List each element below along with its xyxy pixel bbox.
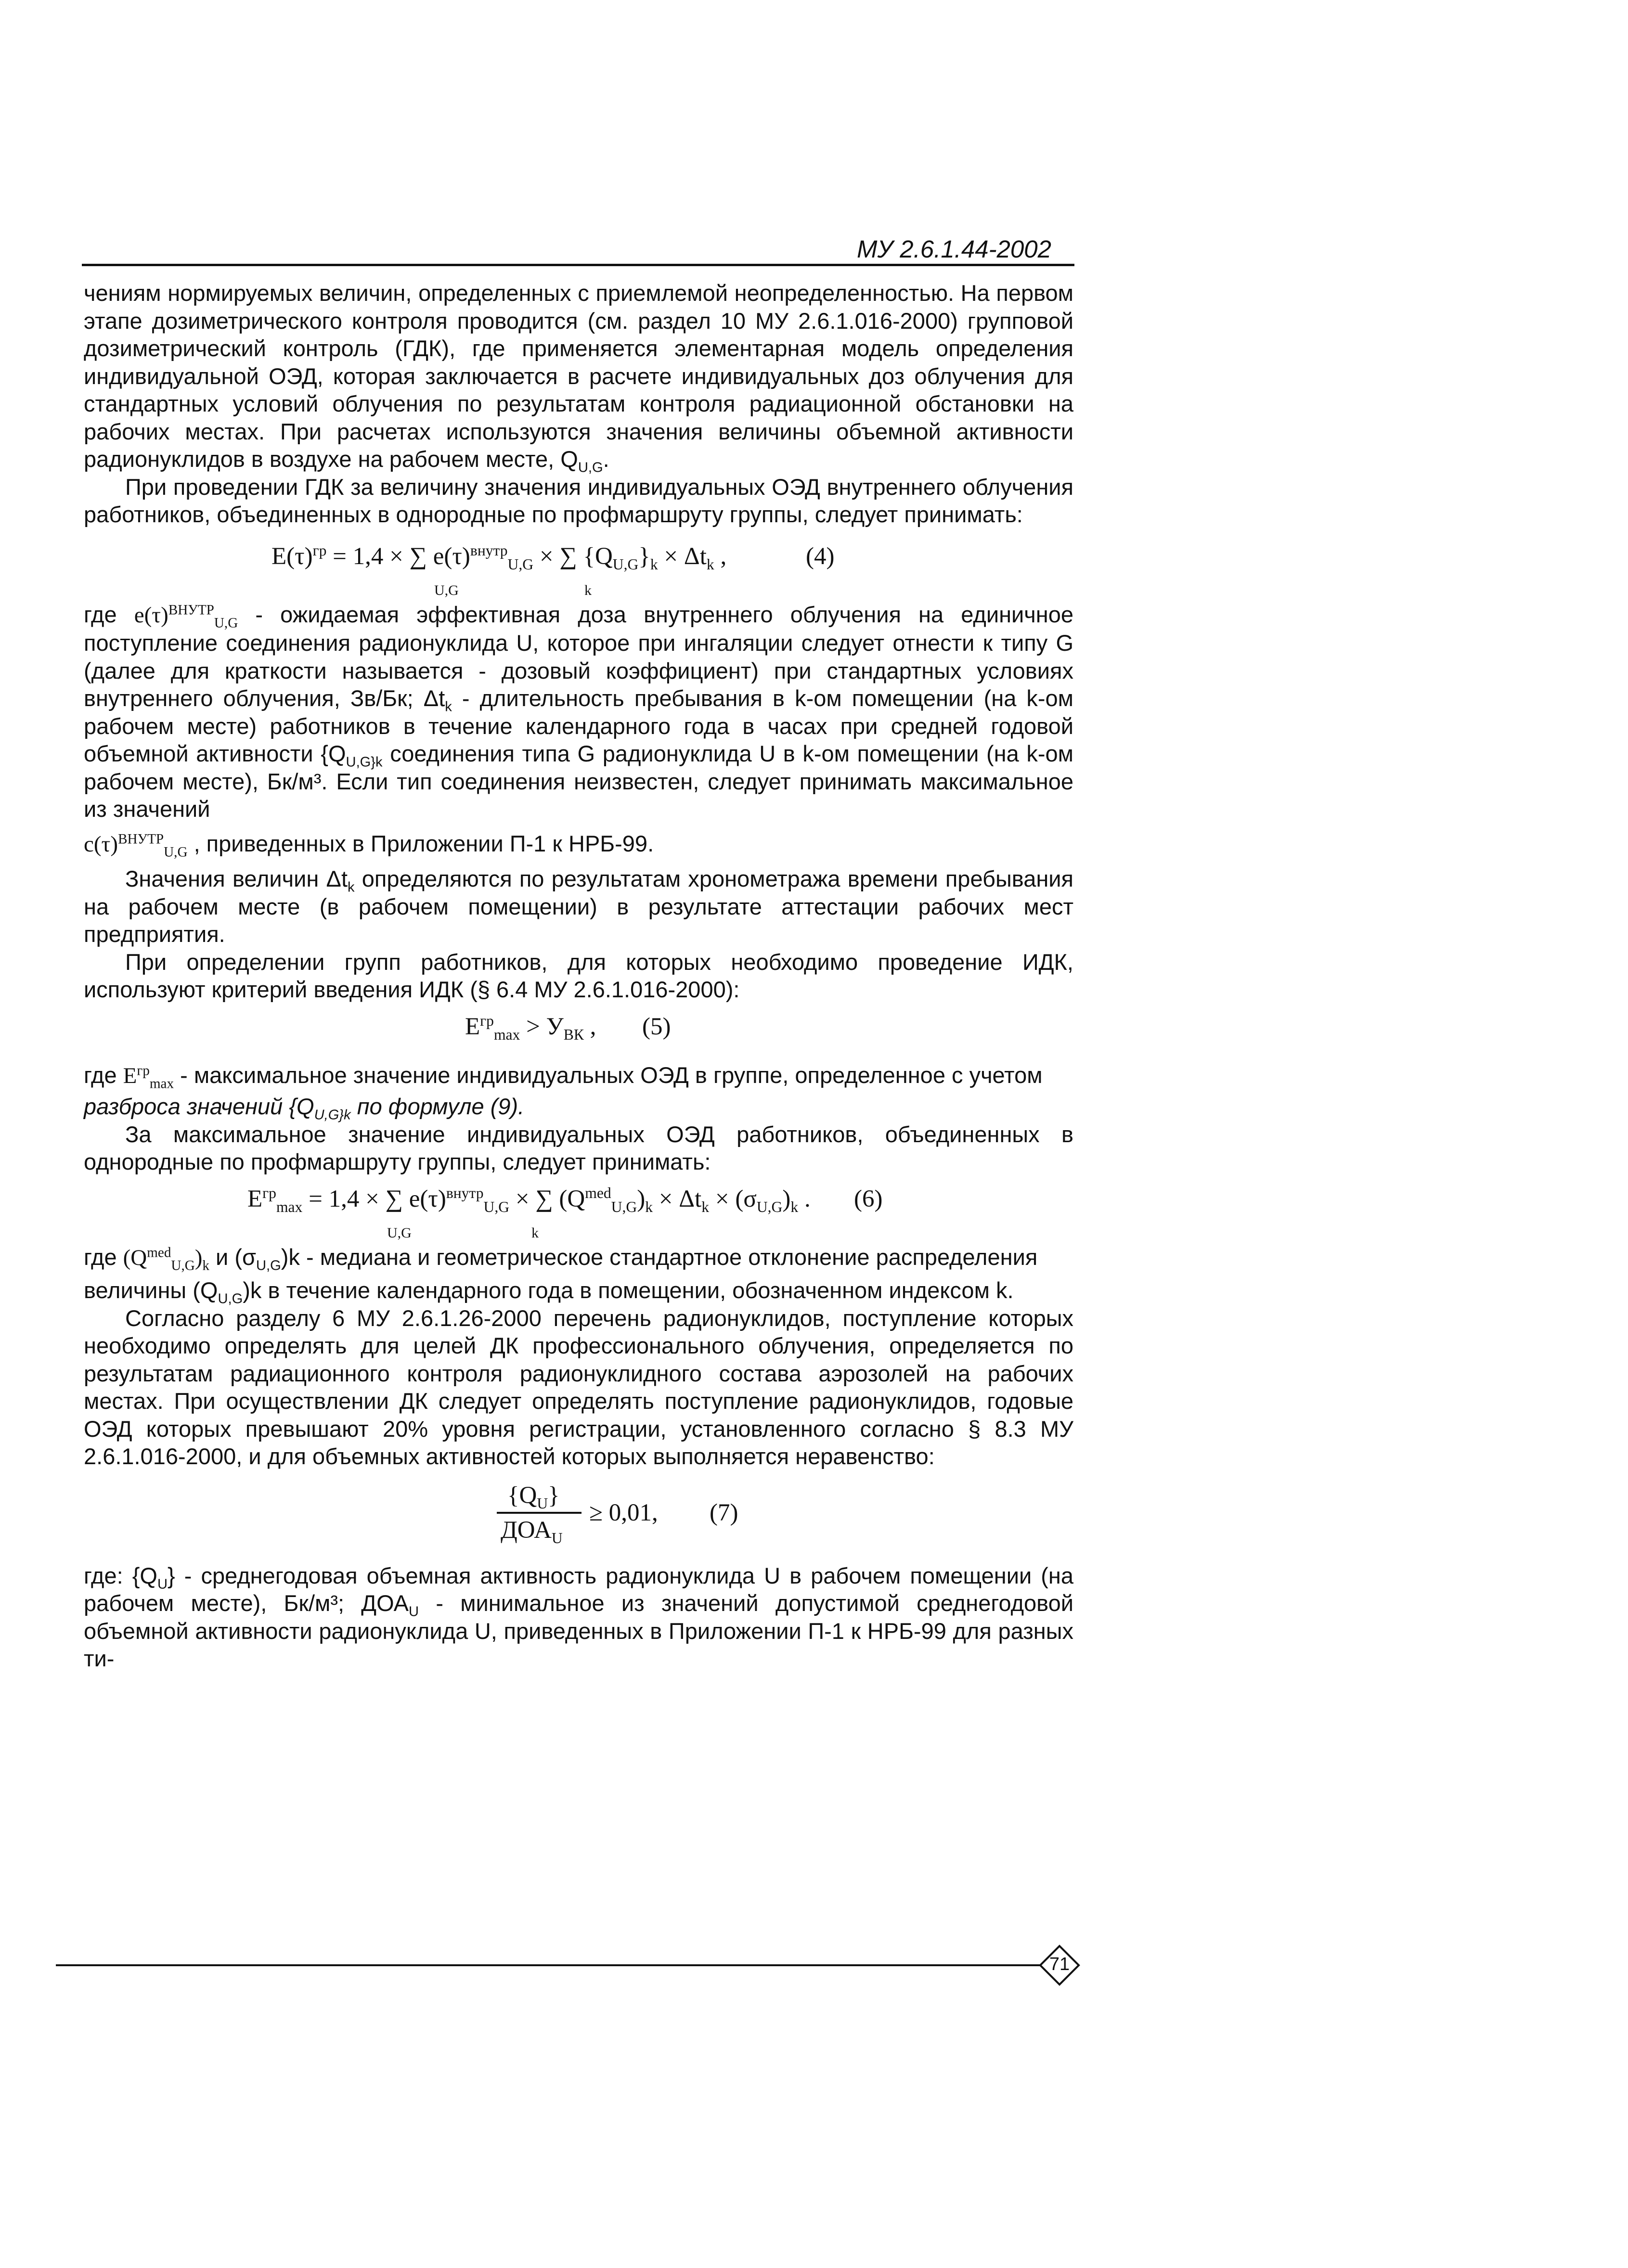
formula-part: ) <box>637 1185 646 1212</box>
formula-sub: k <box>706 555 714 573</box>
subscript: U,G}k <box>314 1107 351 1123</box>
paragraph-text: определяются по результатам хронометража времени пребывания на рабочем месте (в рабочем помещении) в результате аттестации рабочих мест предприятия. <box>84 866 1073 947</box>
paragraph-text: где <box>84 1062 123 1088</box>
document-id: МУ 2.6.1.44-2002 <box>857 235 1052 263</box>
formula-sub: k <box>790 1198 799 1215</box>
formula-number: (5) <box>642 1013 671 1040</box>
formula-sub: U,G <box>171 1257 195 1273</box>
formula-part: . <box>798 1185 811 1212</box>
paragraph <box>84 1243 1073 1272</box>
paragraph-text: соединения типа G радионуклида U в k-ом помещении (на k-ом рабочем месте), Бк/м³. Если тип соединения неизвестен, следует принимать максимальное из значений <box>84 741 1073 822</box>
formula-number: (7) <box>710 1499 738 1526</box>
paragraph-text: величины (Q <box>84 1277 218 1303</box>
formula-part: × ∑ (Q <box>509 1185 585 1212</box>
formula-part: × ∑ {Q <box>533 542 613 570</box>
paragraph-text: чениям нормируемых величин, определенных с приемлемой неопределенностью. На первом этапе дозиметрического контроля проводится (см. раздел 10 МУ 2.6.1.016-2000) групповой дозиметрический контроль (ГДК), где применяется элементарная модель определения индивидуальной ОЭД, которая заключается в расчете индивидуальных доз облучения для стандартных условий облучения по результатам контроля радиационной обстановки на рабочих местах. При расчетах используются значения величины объемной активности радионуклидов в воздухе на рабочем месте, Q <box>84 280 1073 472</box>
paragraph <box>84 1093 1073 1121</box>
formula-part: E <box>123 1063 137 1088</box>
formula-sub: U,G <box>612 555 639 573</box>
formula-part: × (σ <box>709 1185 757 1212</box>
formula-sub: U,G <box>164 844 188 860</box>
paragraph-text: - минимальное из значений допустимой среднегодовой объемной активности радионуклида U, приведенных в Приложении П-1 к НРБ-99 для разных ти- <box>84 1590 1073 1671</box>
formula-part: , <box>714 542 727 570</box>
formula-sup: внутр <box>446 1184 484 1201</box>
paragraph-text: )k <box>281 1244 300 1270</box>
paragraph: Согласно разделу 6 МУ 2.6.1.26-2000 перечень радионуклидов, поступление которых необходимо определять для целей ДК профессионального облучения, определяется по результатам радиационного контроля радионуклидного состава аэрозолей на рабочих местах. При осуществлении ДК следует определять поступление радионуклидов, годовые ОЭД которых превышают 20% уровня регистрации, установленного согласно § 8.3 МУ 2.6.1.016-2000, и для объемных активностей которых выполняется неравенство: <box>84 1305 1073 1469</box>
formula-6 <box>84 1176 1073 1243</box>
formula-part: , <box>583 1013 596 1040</box>
sum-index: k <box>584 582 592 598</box>
paragraph <box>84 865 1073 948</box>
formula-expression <box>271 543 726 571</box>
paragraph-text: в течение календарного года в помещении, обозначенном индексом k. <box>261 1277 1014 1303</box>
paragraph-text: )k <box>243 1277 262 1303</box>
formula-sub: U <box>537 1495 548 1512</box>
fraction-numerator <box>507 1482 560 1510</box>
paragraph <box>84 601 1073 823</box>
formula-sub: max <box>149 1075 174 1091</box>
paragraph-text: } - среднегодовая объемная активность радионуклида U в рабочем помещении (на рабочем месте), Бк/м³; ДОА <box>84 1562 1074 1616</box>
formula-part: {Q <box>507 1482 537 1509</box>
subscript: k <box>348 879 355 895</box>
formula-sub: k <box>645 1198 653 1215</box>
paragraph <box>84 1276 1073 1307</box>
subscript: U <box>409 1604 419 1620</box>
formula-sub: U,G <box>756 1198 783 1215</box>
formula-sub: k <box>202 1257 209 1273</box>
formula-sub: U,G <box>611 1198 637 1215</box>
formula-part: E(τ) <box>271 542 313 570</box>
paragraph-text: , приведенных в Приложении П-1 к НРБ-99. <box>194 830 654 856</box>
formula-part: ) <box>782 1185 791 1212</box>
formula-part: > У <box>520 1013 564 1040</box>
formula-sub: U,G <box>507 555 534 573</box>
formula-sub: k <box>701 1198 710 1215</box>
paragraph-text: и (σ <box>209 1244 257 1270</box>
subscript: U <box>157 1576 168 1592</box>
sum-index: U,G <box>434 582 459 598</box>
fraction-line <box>497 1512 581 1514</box>
sum-index: U,G <box>387 1224 412 1241</box>
formula-part: } <box>638 542 650 570</box>
formula-sup: гр <box>137 1062 150 1078</box>
paragraph: При определении групп работников, для которых необходимо проведение ИДК, используют критерий введения ИДК (§ 6.4 МУ 2.6.1.016-2000): <box>84 949 1073 1002</box>
paragraph-text: по формуле (9). <box>350 1094 525 1119</box>
paragraph-text: где <box>84 601 134 627</box>
formula-part: c(τ) <box>84 831 118 857</box>
formula-4 <box>84 528 1073 601</box>
formula-part: = 1,4 × ∑ e(τ) <box>302 1185 446 1212</box>
subscript: U,G <box>256 1257 281 1273</box>
formula-sub: U,G <box>214 615 238 631</box>
footer-rule <box>56 1964 1043 1966</box>
formula-sub: max <box>493 1026 520 1043</box>
subscript: U,G <box>218 1291 243 1307</box>
inline-formula <box>134 602 238 631</box>
subscript: U,G <box>578 460 603 476</box>
formula-part: (Q <box>123 1245 147 1270</box>
paragraph-text: где <box>84 1244 123 1270</box>
inline-formula <box>123 1244 209 1273</box>
formula-part: ) <box>194 1245 203 1270</box>
formula-sup: ВНУТР <box>118 831 164 847</box>
formula-5 <box>84 1004 1073 1061</box>
formula-part: E <box>247 1185 263 1212</box>
formula-part: = 1,4 × ∑ e(τ) <box>326 542 470 570</box>
formula-rhs: ≥ 0,01, <box>589 1499 658 1526</box>
formula-part: E <box>465 1013 480 1040</box>
formula-number: (4) <box>806 542 835 570</box>
formula-sub: max <box>276 1198 303 1215</box>
paragraph <box>84 1061 1073 1090</box>
formula-sub: U <box>551 1529 563 1546</box>
formula-sup: med <box>147 1244 171 1260</box>
subscript: k <box>445 699 452 715</box>
formula-part: ДОА <box>501 1516 552 1544</box>
paragraph-text: - максимальное значение индивидуальных ОЭД в группе, определенное с учетом <box>174 1062 1043 1088</box>
formula-sup: гр <box>480 1012 494 1029</box>
paragraph: При проведении ГДК за величину значения индивидуальных ОЭД внутреннего облучения работников, объединенных в однородные по профмаршруту группы, следует принимать: <box>84 474 1073 527</box>
formula-sub: U,G <box>483 1198 510 1215</box>
formula-7 <box>84 1470 1073 1562</box>
paragraph-text: - длительность пребывания в k-ом помещении (на k-ом рабочем месте) работников в течение календарного года в часах при средней годовой объемной активности {Q <box>84 685 1073 766</box>
paragraph-text: где: {Q <box>84 1562 157 1588</box>
formula-sub: ВК <box>563 1026 584 1043</box>
formula-sup: гр <box>312 541 327 559</box>
header-rule <box>82 264 1074 266</box>
paragraph <box>84 830 1073 859</box>
formula-expression <box>247 1186 811 1213</box>
inline-formula <box>84 831 188 860</box>
formula-sup: med <box>585 1184 611 1201</box>
formula-sup: ВНУТР <box>168 602 214 618</box>
paragraph: За максимальное значение индивидуальных ОЭД работников, объединенных в однородные по профмаршруту группы, следует принимать: <box>84 1121 1073 1174</box>
sum-index: k <box>531 1224 539 1241</box>
paragraph-text: . <box>603 446 609 472</box>
formula-part: } <box>548 1482 560 1509</box>
formula-number: (6) <box>854 1185 883 1212</box>
formula-expression <box>465 1013 596 1041</box>
fraction-denominator <box>501 1517 563 1545</box>
formula-sup: гр <box>262 1184 276 1201</box>
formula-sup: внутр <box>470 541 508 559</box>
subscript: U,G}k <box>346 754 383 770</box>
document-body <box>84 279 1073 1673</box>
paragraph-text: - ожидаемая эффективная доза внутреннего облучения на единичное поступление соединения радионуклида U, которое при ингаляции следует отнести к типу G (далее для краткости называется - дозовый коэффициент) при стандартных условиях внутреннего облучения, Зв/Бк; Δt <box>84 601 1074 711</box>
page-number: 71 <box>1049 1954 1070 1974</box>
inline-formula <box>123 1062 174 1091</box>
paragraph-text: разброса значений {Q <box>84 1094 314 1119</box>
formula-sub: k <box>650 555 658 573</box>
formula-part: × Δt <box>653 1185 702 1212</box>
paragraph <box>84 279 1073 476</box>
paragraph <box>84 1562 1073 1673</box>
paragraph-text: Значения величин Δt <box>125 866 348 891</box>
formula-part: e(τ) <box>134 602 168 628</box>
formula-part: × Δt <box>658 542 707 570</box>
paragraph-text: - медиана и геометрическое стандартное отклонение распределения <box>299 1244 1038 1270</box>
